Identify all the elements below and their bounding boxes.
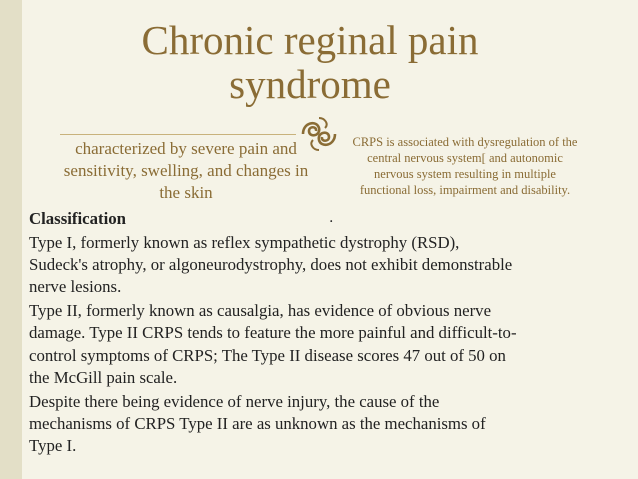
subtitle-left: characterized by severe pain and sensitivity, swelling, and changes in the skin	[63, 139, 309, 202]
stray-dot: .	[329, 210, 334, 226]
slide-title: Chronic reginal pain syndrome	[141, 17, 479, 107]
title-divider	[60, 134, 296, 135]
body-text	[29, 208, 521, 459]
paragraph-type-1: Type I, formerly known as reflex sympathetic dystrophy (RSD), Sudeck's atrophy, or algoneurodystrophy, does not exhibit demonstrable nerve lesions.	[29, 233, 513, 297]
paragraph-nerve-injury: Despite there being evidence of nerve injury, the cause of the mechanisms of CRPS Type II are as unknown as the mechanisms of Type I.	[29, 391, 486, 455]
side-strip	[0, 0, 22, 479]
subtitle-right: CRPS is associated with dysregulation of the central nervous system[ and autonomic nervous system resulting in multiple functional loss, impairment and disability.	[352, 135, 578, 197]
paragraph-type-2: Type II, formerly known as causalgia, has evidence of obvious nerve damage. Type II CRPS tends to feature the more painful and difficult-to-control symptoms of CRPS; The Type II disease scores 47 out of 50 on the McGill pain scale.	[29, 301, 517, 387]
classification-heading: Classification	[29, 209, 126, 228]
